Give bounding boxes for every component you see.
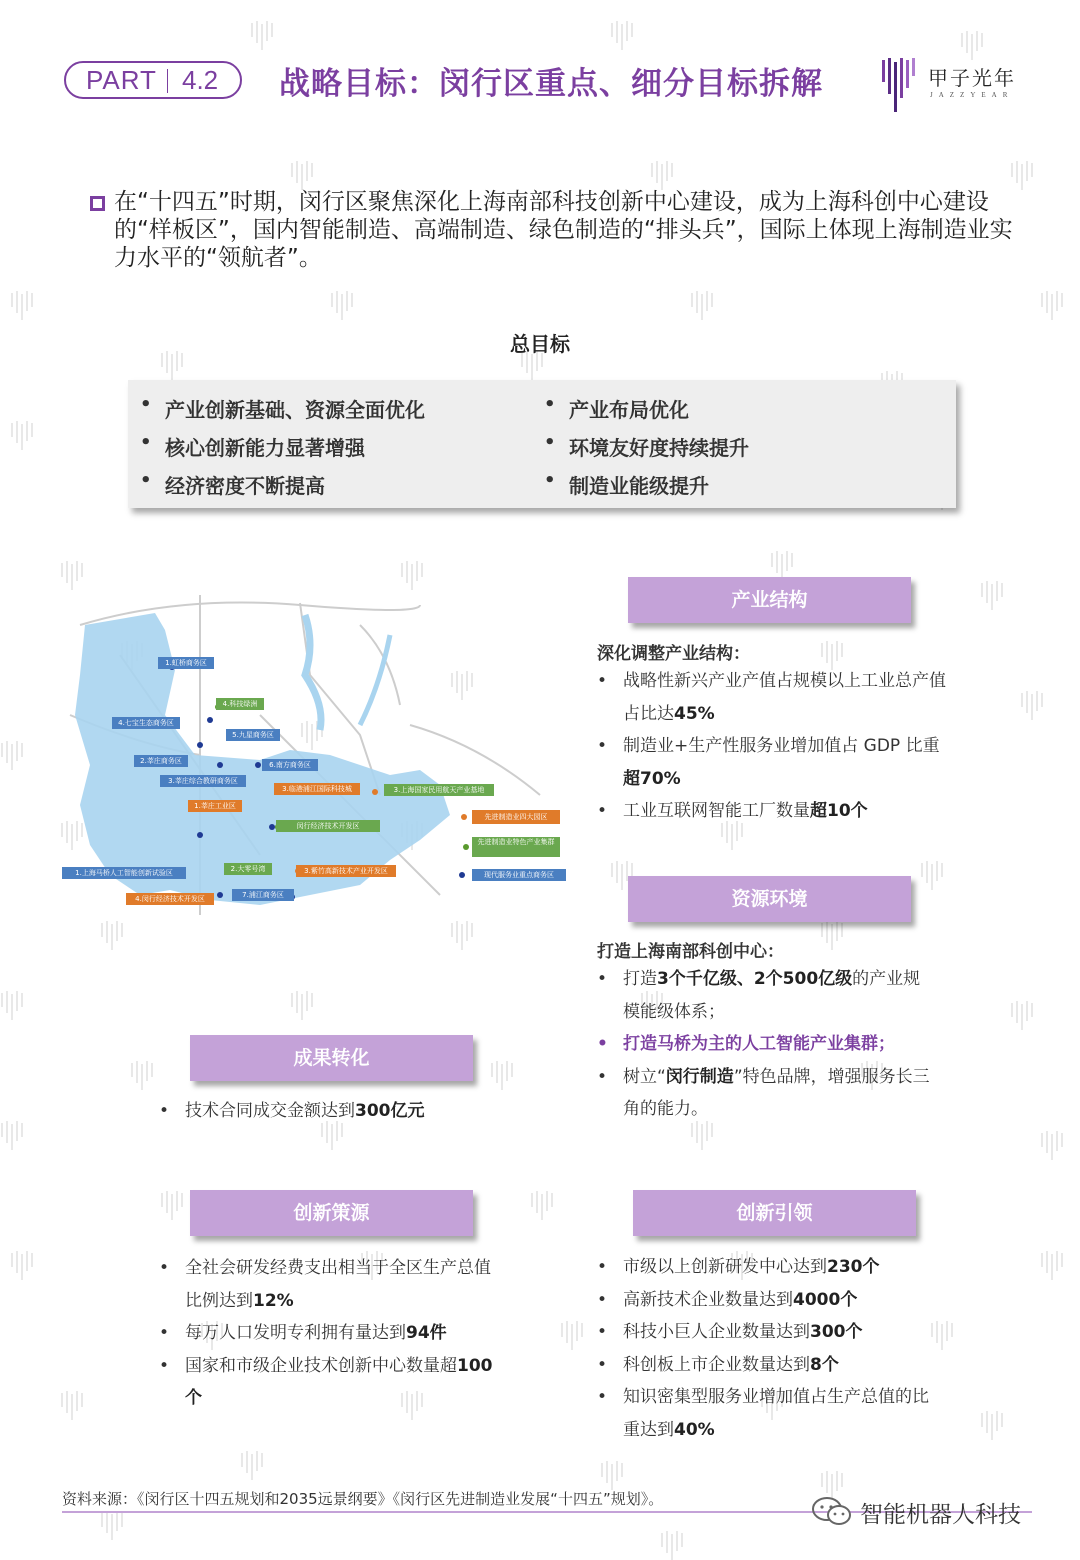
watermark-logo-icon	[290, 990, 320, 1024]
map-label: 4.闵行经济技术开发区	[126, 893, 214, 905]
list-item: • 全社会研发经费支出相当于全区生产总值比例达到12%	[159, 1252, 504, 1317]
part-label: PART	[86, 65, 157, 95]
innovation-source-list	[159, 1252, 504, 1415]
overall-goal-box	[128, 380, 956, 508]
bullet-icon: •	[597, 1034, 608, 1054]
map-label: 3.上海国家民用航天产业基地	[384, 784, 494, 796]
list-item: • 工业互联网智能工厂数量超10个	[597, 795, 947, 828]
map-label: 2.大零号湾	[224, 863, 272, 875]
results-conversion-list	[159, 1095, 539, 1128]
source-footnote: 资料来源：《闵行区十四五规划和2035远景纲要》《闵行区先进制造业发展“十四五”规划》。	[62, 1490, 664, 1508]
watermark-logo-icon	[690, 290, 720, 324]
goal-item: • 产业布局优化	[544, 394, 689, 422]
industry-structure-header: 产业结构	[628, 577, 911, 623]
bullet-icon: •	[159, 1355, 170, 1376]
map-label: 现代服务业重点商务区	[472, 869, 566, 881]
goal-item: • 产业创新基础、资源全面优化	[140, 394, 425, 422]
goal-item: • 核心创新能力显著增强	[140, 432, 365, 460]
logo-name: 甲子光年	[928, 66, 1016, 90]
innovation-lead-list	[597, 1251, 942, 1446]
map-label: 闵行经济技术开发区	[276, 820, 380, 832]
list-item: • 国家和市级企业技术创新中心数量超100个	[159, 1350, 504, 1415]
watermark-logo-icon	[1010, 1000, 1040, 1034]
watermark-logo-icon	[10, 420, 40, 454]
watermark-logo-icon	[160, 1190, 190, 1224]
bullet-icon: •	[159, 1323, 170, 1343]
list-item: • 制造业+生产性服务业增加值占 GDP 比重超70%	[597, 730, 947, 795]
map-label: 3.紫竹高新技术产业开发区	[296, 865, 396, 877]
list-item: • 每万人口发明专利拥有量达到94件	[159, 1317, 504, 1350]
bullet-icon: •	[159, 1101, 170, 1121]
resource-environment-header: 资源环境	[628, 876, 911, 922]
list-item: • 科创板上市企业数量达到8个	[597, 1349, 942, 1382]
list-item: • 高新技术企业数量达到4000个	[597, 1284, 942, 1317]
map-label: 1.虹桥商务区	[158, 657, 214, 669]
watermark-logo-icon	[530, 1190, 560, 1224]
bullet-icon: •	[597, 1289, 608, 1310]
list-item: • 打造3个千亿级、2个500亿级的产业规模能级体系；	[597, 963, 937, 1028]
wechat-watermark	[810, 1494, 1050, 1528]
map-label: 2.莘庄商务区	[134, 755, 188, 767]
map-label: 4.科技绿洲	[216, 698, 264, 710]
watermark-logo-icon	[1040, 290, 1070, 324]
watermark-logo-icon	[1020, 690, 1050, 724]
part-number: 4.2	[182, 65, 219, 95]
watermark-logo-icon	[100, 1510, 130, 1544]
innovation-source-header: 创新策源	[190, 1190, 473, 1236]
wechat-icon	[810, 1494, 854, 1528]
results-conversion-header: 成果转化	[190, 1035, 473, 1081]
minhang-district-map	[60, 595, 570, 925]
page-header	[0, 0, 1080, 140]
goal-item: • 环境友好度持续提升	[544, 432, 749, 460]
bullet-icon: •	[597, 1354, 608, 1375]
watermark-logo-icon	[1040, 1130, 1070, 1164]
watermark-logo-icon	[330, 290, 360, 324]
bullet-icon: •	[597, 801, 608, 821]
list-item: • 树立“闵行制造”特色品牌，增强服务长三角的能力。	[597, 1061, 937, 1126]
bullet-icon: •	[159, 1258, 170, 1278]
map-label: 1.莘庄工业区	[188, 800, 242, 812]
watermark-logo-icon	[450, 920, 480, 954]
list-item: • 科技小巨人企业数量达到300个	[597, 1316, 942, 1349]
bullet-icon: •	[597, 1387, 608, 1407]
map-label: 3.莘庄综合教研商务区	[160, 775, 246, 787]
resource-environment-subtitle: 打造上海南部科创中心：	[597, 942, 784, 962]
bullet-icon: •	[597, 736, 608, 756]
list-item: • 打造马桥为主的人工智能产业集群；	[597, 1028, 937, 1061]
map-label: 先进制造业特色产业集群	[472, 837, 560, 857]
list-item: • 知识密集型服务业增加值占生产总值的比重达到40%	[597, 1381, 942, 1446]
map-label: 7.浦江商务区	[232, 889, 294, 901]
list-item: • 战略性新兴产业产值占规模以上工业总产值占比达45%	[597, 665, 947, 730]
map-label: 5.九星商务区	[226, 729, 280, 741]
watermark-logo-icon	[60, 560, 90, 594]
watermark-logo-icon	[920, 860, 950, 894]
goal-item: • 制造业能级提升	[544, 470, 709, 498]
wechat-account-name: 智能机器人科技	[860, 1502, 1021, 1528]
industry-structure-list	[597, 665, 947, 828]
watermark-logo-icon	[490, 1060, 520, 1094]
logo-bars-icon	[880, 56, 920, 112]
bullet-icon: •	[597, 1257, 608, 1277]
watermark-logo-icon	[660, 1530, 690, 1560]
part-divider	[167, 69, 168, 93]
watermark-logo-icon	[820, 920, 850, 954]
goal-item: • 经济密度不断提高	[140, 470, 325, 498]
watermark-logo-icon	[0, 740, 30, 774]
list-item: • 市级以上创新研发中心达到230个	[597, 1251, 942, 1284]
logo-subtitle: JAZZYEAR	[930, 91, 1014, 99]
watermark-logo-icon	[10, 1250, 40, 1284]
innovation-lead-header: 创新引领	[633, 1190, 916, 1236]
watermark-logo-icon	[980, 580, 1010, 614]
jazzyear-logo	[880, 56, 1030, 114]
bullet-icon: •	[597, 1322, 608, 1342]
map-label: 6.南方商务区	[262, 759, 318, 771]
watermark-logo-icon	[10, 290, 40, 324]
part-badge	[64, 61, 242, 99]
watermark-logo-icon	[60, 1390, 90, 1424]
resource-environment-list	[597, 963, 937, 1126]
intro-text: 在“十四五”时期，闵行区聚焦深化上海南部科技创新中心建设，成为上海科创中心建设的“样板区”，国内智能制造、高端制造、绿色制造的“排头兵”，国际上体现上海制造业实力水平的“领航者”。	[114, 189, 1013, 271]
watermark-logo-icon	[130, 1060, 160, 1094]
map-label: 3.临港浦江国际科技城	[274, 783, 360, 795]
square-bullet-icon	[90, 196, 105, 211]
industry-structure-subtitle: 深化调整产业结构：	[597, 644, 750, 664]
watermark-logo-icon	[0, 1120, 30, 1154]
bullet-icon: •	[597, 969, 608, 989]
watermark-logo-icon	[240, 1450, 270, 1484]
map-label: 1.上海马桥人工智能创新试验区	[62, 867, 186, 879]
bullet-icon: •	[597, 671, 608, 691]
watermark-logo-icon	[980, 1410, 1010, 1444]
watermark-logo-icon	[400, 560, 430, 594]
watermark-logo-icon	[560, 1320, 590, 1354]
overall-goal-title: 总目标	[510, 332, 570, 356]
watermark-logo-icon	[0, 990, 30, 1024]
map-label: 4.七宝生态商务区	[112, 717, 180, 729]
watermark-logo-icon	[1040, 1250, 1070, 1284]
page-title: 战略目标：闵行区重点、细分目标拆解	[279, 66, 823, 102]
bullet-icon: •	[597, 1066, 608, 1087]
watermark-logo-icon	[100, 920, 130, 954]
map-label: 先进制造业四大园区	[472, 810, 560, 824]
list-item: • 技术合同成交金额达到300亿元	[159, 1095, 539, 1128]
